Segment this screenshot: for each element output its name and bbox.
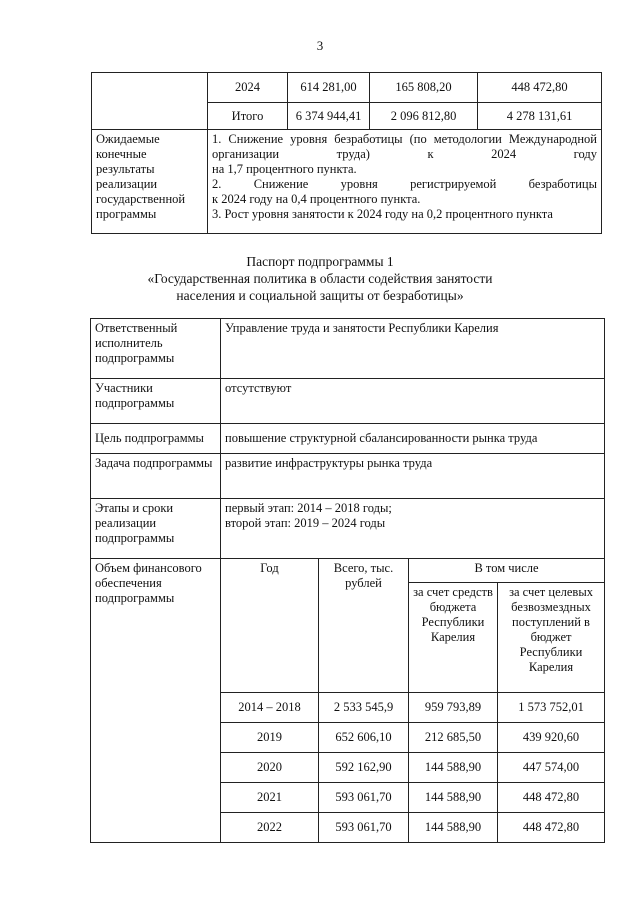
col-total-header: Всего, тыс. рублей (319, 559, 409, 693)
table-row (91, 559, 605, 583)
col-including-header: В том числе (409, 559, 605, 583)
budget-cell: 144 588,90 (409, 753, 498, 783)
budget-cell: 165 808,20 (370, 73, 478, 103)
table-row (91, 379, 605, 424)
total-cell: 614 281,00 (288, 73, 370, 103)
passport-title-line: «Государственная политика в области содействия занятости (147, 271, 493, 286)
task-label: Задача подпрограммы (91, 454, 221, 499)
grants-cell: 1 573 752,01 (498, 693, 605, 723)
budget-cell: 959 793,89 (409, 693, 498, 723)
stages-value (221, 499, 605, 559)
total-cell: 593 061,70 (319, 813, 409, 843)
passport-title-line: населения и социальной защиты от безработицы» (176, 288, 464, 303)
year-cell: 2020 (221, 753, 319, 783)
finance-label: Объем финансового обеспечения подпрограммы (91, 559, 221, 843)
subprogram-passport-table (90, 318, 605, 843)
total-cell: 593 061,70 (319, 783, 409, 813)
responsible-label: Ответственный исполнитель подпрограммы (91, 319, 221, 379)
grants-cell: 448 472,80 (478, 73, 602, 103)
col-grants-header: за счет целевых безвозмездных поступлений в бюджет Республики Карелия (498, 583, 605, 693)
result-line: 1. Снижение уровня безработицы (по методологии Международной организации труда) к 2024 году (212, 132, 597, 161)
page-number: 3 (316, 38, 324, 53)
goal-value: повышение структурной сбалансированности рынка труда (221, 424, 605, 454)
passport-title (0, 253, 640, 304)
total-cell: 6 374 944,41 (288, 103, 370, 130)
col-budget-header: за счет средств бюджета Республики Карелия (409, 583, 498, 693)
stage-line: первый этап: 2014 – 2018 годы; (225, 501, 392, 515)
year-cell: 2024 (208, 73, 288, 103)
year-cell: 2019 (221, 723, 319, 753)
total-cell: 592 162,90 (319, 753, 409, 783)
results-label: Ожидаемые конечные результаты реализации государственной программы (92, 130, 208, 234)
goal-label: Цель подпрограммы (91, 424, 221, 454)
table-row (91, 424, 605, 454)
table-row (91, 454, 605, 499)
year-cell: Итого (208, 103, 288, 130)
year-cell: 2014 – 2018 (221, 693, 319, 723)
budget-cell: 144 588,90 (409, 783, 498, 813)
col-year-header: Год (221, 559, 319, 693)
table-row (92, 73, 602, 103)
task-value: развитие инфраструктуры рынка труда (221, 454, 605, 499)
empty-label-cell (92, 73, 208, 130)
year-cell: 2021 (221, 783, 319, 813)
result-line: 2. Снижение уровня регистрируемой безработицы (212, 177, 597, 191)
result-line: на 1,7 процентного пункта. (212, 162, 357, 176)
table-row (91, 319, 605, 379)
budget-cell: 2 096 812,80 (370, 103, 478, 130)
grants-cell: 448 472,80 (498, 783, 605, 813)
program-finance-table (91, 72, 602, 234)
grants-cell: 4 278 131,61 (478, 103, 602, 130)
participants-value: отсутствуют (221, 379, 605, 424)
year-cell: 2022 (221, 813, 319, 843)
budget-cell: 212 685,50 (409, 723, 498, 753)
stages-label: Этапы и сроки реализации подпрограммы (91, 499, 221, 559)
grants-cell: 448 472,80 (498, 813, 605, 843)
responsible-value: Управление труда и занятости Республики Карелия (221, 319, 605, 379)
stage-line: второй этап: 2019 – 2024 годы (225, 516, 386, 530)
passport-title-line: Паспорт подпрограммы 1 (246, 254, 394, 269)
grants-cell: 447 574,00 (498, 753, 605, 783)
budget-cell: 144 588,90 (409, 813, 498, 843)
participants-label: Участники подпрограммы (91, 379, 221, 424)
total-cell: 652 606,10 (319, 723, 409, 753)
grants-cell: 439 920,60 (498, 723, 605, 753)
total-cell: 2 533 545,9 (319, 693, 409, 723)
table-row (92, 130, 602, 234)
table-row (91, 499, 605, 559)
result-line: к 2024 году на 0,4 процентного пункта. (212, 192, 421, 206)
results-value (208, 130, 602, 234)
result-line: 3. Рост уровня занятости к 2024 году на 0,2 процентного пункта (212, 207, 553, 221)
